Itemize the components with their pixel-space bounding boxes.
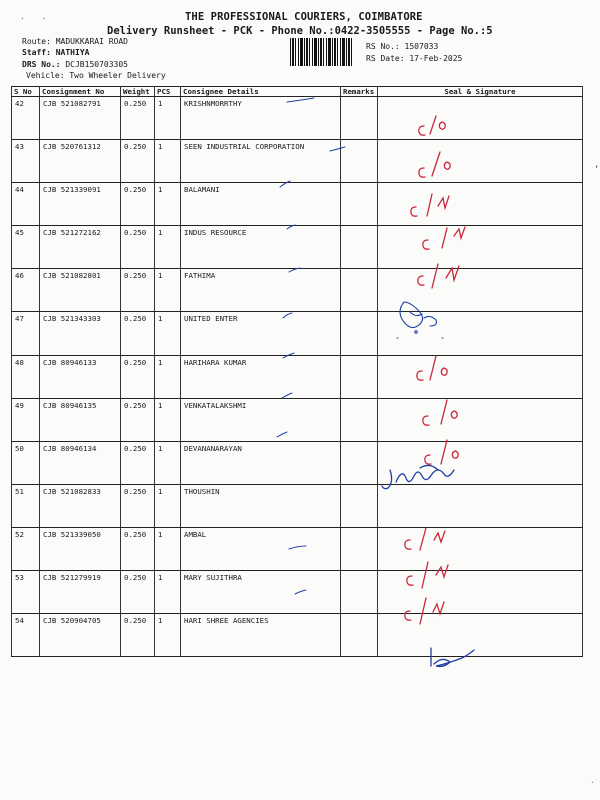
runsheet-title: Delivery Runsheet - PCK - Phone No.:0422-3505555 - Page No.:5	[107, 25, 493, 37]
cell-sno: 52	[12, 527, 40, 570]
cell-remarks	[341, 614, 378, 657]
cell-weight: 0.250	[121, 571, 155, 614]
cell-remarks	[341, 484, 378, 527]
table-row	[12, 97, 583, 140]
cell-consignment: CJB 521339091	[40, 183, 121, 226]
drs-label: DRS No.:	[22, 60, 61, 69]
scan-speckles-bottom: ·	[590, 778, 595, 787]
col-header-sno: S No	[12, 87, 40, 97]
table-row	[12, 355, 583, 398]
cell-consignee: HARIHARA KUMAR	[181, 355, 341, 398]
scan-speckles: · ·	[20, 14, 53, 23]
cell-weight: 0.250	[121, 312, 155, 355]
table-row	[12, 527, 583, 570]
cell-consignee: SEEN INDUSTRIAL CORPORATION	[181, 140, 341, 183]
cell-consignment: CJB 80946133	[40, 355, 121, 398]
cell-remarks	[341, 97, 378, 140]
cell-pcs: 1	[155, 97, 181, 140]
vehicle-value: Two Wheeler Delivery	[69, 71, 166, 80]
cell-weight: 0.250	[121, 97, 155, 140]
staff-value: NATHIYA	[55, 48, 90, 57]
drs-value: DCJB150703305	[65, 60, 128, 69]
table-header	[12, 87, 583, 97]
cell-consignment: CJB 521272162	[40, 226, 121, 269]
cell-remarks	[341, 441, 378, 484]
cell-seal	[378, 484, 583, 527]
cell-seal	[378, 614, 583, 657]
cell-consignee: AMBAL	[181, 527, 341, 570]
drs-line	[22, 60, 128, 69]
cell-consignment: CJB 521082801	[40, 269, 121, 312]
cell-seal	[378, 398, 583, 441]
cell-remarks	[341, 269, 378, 312]
cell-pcs: 1	[155, 484, 181, 527]
runsheet-table	[11, 86, 583, 657]
cell-sno: 46	[12, 269, 40, 312]
cell-pcs: 1	[155, 140, 181, 183]
cell-consignee: INDUS RESOURCE	[181, 226, 341, 269]
cell-sno: 42	[12, 97, 40, 140]
table-row	[12, 571, 583, 614]
cell-pcs: 1	[155, 355, 181, 398]
cell-seal	[378, 312, 583, 355]
cell-sno: 48	[12, 355, 40, 398]
cell-consignee: UNITED ENTER	[181, 312, 341, 355]
cell-seal	[378, 527, 583, 570]
cell-seal	[378, 441, 583, 484]
cell-consignee: THOUSHIN	[181, 484, 341, 527]
cell-sno: 44	[12, 183, 40, 226]
route-label: Route:	[22, 37, 51, 46]
col-header-seal: Seal & Signature	[378, 87, 583, 97]
cell-consignment: CJB 521082833	[40, 484, 121, 527]
rs-date-line	[366, 54, 462, 63]
cell-weight: 0.250	[121, 527, 155, 570]
cell-sno: 43	[12, 140, 40, 183]
vehicle-label: Vehicle:	[26, 71, 65, 80]
cell-seal	[378, 183, 583, 226]
col-header-pcs: PCS	[155, 87, 181, 97]
cell-consignment: CJB 521279919	[40, 571, 121, 614]
rs-no-value: 1507033	[404, 42, 439, 51]
cell-consignee: MARY SUJITHRA	[181, 571, 341, 614]
company-name: THE PROFESSIONAL COURIERS, COIMBATORE	[185, 11, 423, 23]
route-value: MADUKKARAI ROAD	[55, 37, 128, 46]
cell-consignment: CJB 520904705	[40, 614, 121, 657]
cell-remarks	[341, 398, 378, 441]
cell-seal	[378, 226, 583, 269]
cell-weight: 0.250	[121, 269, 155, 312]
cell-sno: 45	[12, 226, 40, 269]
cell-seal	[378, 269, 583, 312]
cell-remarks	[341, 527, 378, 570]
cell-consignment: CJB 80946135	[40, 398, 121, 441]
table-body	[12, 97, 583, 657]
cell-consignee: VENKATALAKSHMI	[181, 398, 341, 441]
cell-pcs: 1	[155, 527, 181, 570]
col-header-consignment: Consignment No	[40, 87, 121, 97]
cell-sno: 47	[12, 312, 40, 355]
cell-remarks	[341, 226, 378, 269]
table-row	[12, 140, 583, 183]
rs-no-line	[366, 42, 438, 51]
cell-consignment: CJB 521082791	[40, 97, 121, 140]
rs-no-label: RS No.:	[366, 42, 400, 51]
barcode	[290, 38, 354, 66]
cell-consignee: FATHIMA	[181, 269, 341, 312]
table-row	[12, 398, 583, 441]
cell-weight: 0.250	[121, 226, 155, 269]
cell-remarks	[341, 312, 378, 355]
table-row	[12, 312, 583, 355]
cell-pcs: 1	[155, 183, 181, 226]
cell-remarks	[341, 355, 378, 398]
col-header-weight: Weight	[121, 87, 155, 97]
staff-line	[22, 48, 89, 57]
cell-consignee: BALAMANI	[181, 183, 341, 226]
cell-pcs: 1	[155, 398, 181, 441]
cell-seal	[378, 355, 583, 398]
cell-seal	[378, 97, 583, 140]
cell-pcs: 1	[155, 312, 181, 355]
cell-weight: 0.250	[121, 484, 155, 527]
cell-sno: 53	[12, 571, 40, 614]
route-line	[22, 37, 128, 46]
table-row	[12, 441, 583, 484]
cell-consignment: CJB 80946134	[40, 441, 121, 484]
cell-pcs: 1	[155, 441, 181, 484]
col-header-remarks: Remarks	[341, 87, 378, 97]
cell-remarks	[341, 571, 378, 614]
cell-weight: 0.250	[121, 140, 155, 183]
rs-date-value: 17-Feb-2025	[409, 54, 463, 63]
cell-consignee: DEVANANARAYAN	[181, 441, 341, 484]
cell-sno: 54	[12, 614, 40, 657]
col-header-consignee: Consignee Details	[181, 87, 341, 97]
staff-label: Staff:	[22, 48, 51, 57]
table-row	[12, 183, 583, 226]
cell-consignee: KRISHNMORRTHY	[181, 97, 341, 140]
cell-seal	[378, 571, 583, 614]
cell-pcs: 1	[155, 571, 181, 614]
cell-weight: 0.250	[121, 183, 155, 226]
table-row	[12, 269, 583, 312]
cell-consignment: CJB 521339050	[40, 527, 121, 570]
margin-mark: ,	[594, 160, 600, 170]
cell-seal	[378, 140, 583, 183]
vehicle-line	[26, 71, 166, 80]
cell-weight: 0.250	[121, 441, 155, 484]
cell-remarks	[341, 140, 378, 183]
cell-sno: 51	[12, 484, 40, 527]
cell-weight: 0.250	[121, 614, 155, 657]
cell-remarks	[341, 183, 378, 226]
cell-consignee: HARI SHREE AGENCIES	[181, 614, 341, 657]
cell-pcs: 1	[155, 269, 181, 312]
cell-sno: 49	[12, 398, 40, 441]
table-row	[12, 484, 583, 527]
cell-weight: 0.250	[121, 355, 155, 398]
cell-pcs: 1	[155, 226, 181, 269]
cell-consignment: CJB 521343303	[40, 312, 121, 355]
cell-weight: 0.250	[121, 398, 155, 441]
table-row	[12, 226, 583, 269]
cell-sno: 50	[12, 441, 40, 484]
table-row	[12, 614, 583, 657]
cell-pcs: 1	[155, 614, 181, 657]
cell-consignment: CJB 520761312	[40, 140, 121, 183]
rs-date-label: RS Date:	[366, 54, 405, 63]
